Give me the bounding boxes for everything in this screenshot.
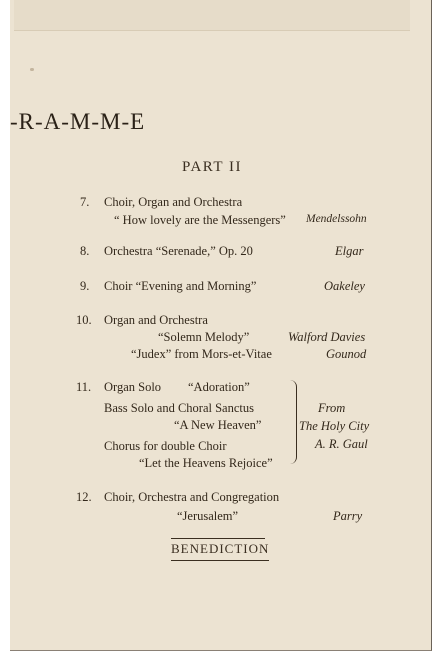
item-11-chorus: Chorus for double Choir — [104, 439, 227, 453]
item-7-composer: Mendelssohn — [306, 213, 367, 225]
scan-margin — [0, 0, 10, 653]
item-7-number: 7. — [80, 195, 90, 209]
item-10-title-1: “Solemn Melody” — [158, 330, 250, 344]
item-8-title: Orchestra “Serenade,” Op. 20 — [104, 244, 253, 258]
item-10-title-2: “Judex” from Mors-et-Vitae — [131, 347, 272, 361]
item-12-composer: Parry — [333, 509, 363, 523]
item-11-source-from: From — [318, 401, 346, 415]
item-10-performers: Organ and Orchestra — [104, 313, 208, 327]
item-8-number: 8. — [80, 244, 90, 258]
item-11-number: 11. — [76, 380, 92, 394]
benediction: BENEDICTION — [171, 540, 269, 561]
item-12-number: 12. — [76, 490, 92, 504]
item-9-composer: Oakeley — [324, 279, 365, 293]
item-9-number: 9. — [80, 279, 90, 293]
item-11-organ-solo-title: “Adoration” — [188, 380, 250, 394]
item-11-bass-solo-title: “A New Heaven” — [174, 418, 262, 432]
item-11-bass-solo: Bass Solo and Choral Sanctus — [104, 401, 254, 415]
item-11-brace — [290, 380, 297, 464]
item-7-performers: Choir, Organ and Orchestra — [104, 195, 243, 209]
item-11-organ-solo: Organ Solo — [104, 380, 162, 394]
item-10-composer-1: Walford Davies — [288, 330, 366, 344]
item-11-source-composer: A. R. Gaul — [315, 437, 368, 451]
item-10-number: 10. — [76, 313, 92, 327]
paper-speck — [30, 68, 34, 71]
programme-heading: -R-A-M-M-E — [10, 109, 146, 134]
benediction-rule — [171, 538, 265, 539]
item-11-source-work: The Holy City — [299, 419, 370, 433]
page-fold — [14, 0, 410, 31]
item-9-title: Choir “Evening and Morning” — [104, 279, 257, 293]
part-heading: PART II — [182, 159, 243, 175]
item-10-composer-2: Gounod — [326, 347, 367, 361]
item-8-composer: Elgar — [335, 244, 364, 258]
item-11-chorus-title: “Let the Heavens Rejoice” — [139, 456, 273, 470]
item-7-title: “ How lovely are the Messengers” — [114, 213, 286, 227]
item-12-title: “Jerusalem” — [177, 509, 239, 523]
item-12-performers: Choir, Orchestra and Congregation — [104, 490, 280, 504]
